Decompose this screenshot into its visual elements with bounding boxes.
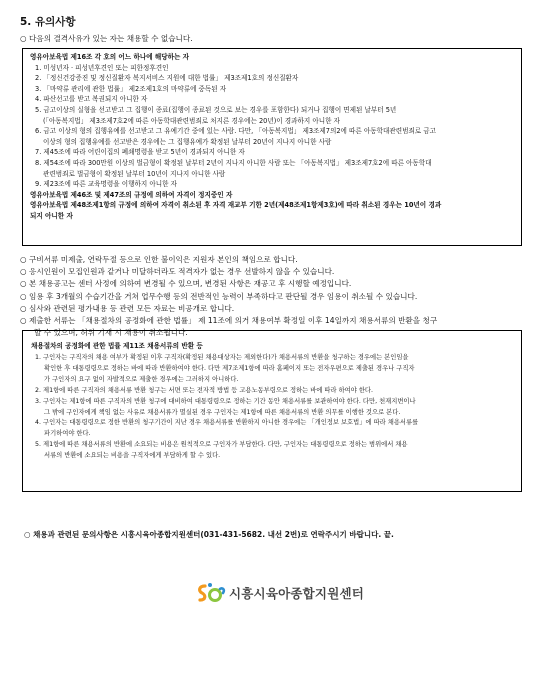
document-return-item: 2. 제1항에 따른 구직자의 채용서류 반환 청구는 서면 또는 전자적 방법 등 고용노동부령으로 정하는 바에 따라 하여야 한다. [35, 386, 374, 394]
disqualification-item: 9. 제23조에 따른 교육명령을 이행하지 아니한 자 [35, 180, 177, 189]
disqualification-footer: 영유아보육법 제48조제1항의 규정에 의하여 자격이 취소된 후 자격 재교부 기한 2년(제48조제1항제3호)에 따라 취소된 경우는 10년이 경과 [30, 201, 442, 210]
disqualification-item: 2. 「정신건강증진 및 정신질환자 복지서비스 지원에 대한 법률」 제3조제1호의 정신질환자 [35, 74, 299, 83]
notice-bullet-cont: 할 수 있으며, 허위 기재 시 채용이 취소됩니다. [34, 328, 188, 338]
notice-bullets [20, 254, 530, 339]
disqualification-item: 7. 제45조에 따라 어린이집의 폐쇄명령을 받고 5년이 경과되지 아니한 자 [35, 148, 245, 157]
document-return-item: 4. 구인자는 대통령령으로 정한 반환의 청구기간이 지난 경우 채용서류를 반환하지 아니한 경우에는 「개인정보 보호법」에 따라 채용서류를 [35, 419, 419, 427]
document-return-item: 5. 제1항에 따른 채용서류의 반환에 소요되는 비용은 원칙적으로 구인자가 부담한다. 다만, 구인자는 대통령령으로 정하는 범위에서 채용 [35, 441, 408, 449]
section-title: 5. 유의사항 [20, 16, 76, 28]
intro-text: ○ 다음의 결격사유가 있는 자는 채용할 수 없습니다. [20, 34, 193, 43]
disqualification-item: 4. 파산선고를 받고 복권되지 아니한 자 [35, 95, 148, 104]
disqualification-item: 6. 금고 이상의 형의 집행유예를 선고받고 그 유예기간 중에 있는 사람. 다만, 「아동복지법」 제3조제7의2에 따른 아동학대관련범죄로 금고 [35, 127, 437, 136]
notice-bullet: ○ 구비서류 미제출, 연락두절 등으로 인한 불이익은 지원자 본인의 책임으로 합니다. [20, 255, 298, 264]
document-return-title: 채용절차의 공정화에 관한 법률 제11조 채용서류의 반환 등 [31, 342, 203, 350]
document-return-item-cont: 그 밖에 구인자에게 책임 없는 사유로 채용서류가 멸실된 경우 구인자는 제1항에 따른 채용서류의 반환 의무를 이행한 것으로 본다. [44, 408, 401, 416]
disqualification-footer: 영유아보육법 제46조 및 제47조의 규정에 의하여 자격이 정지중인 자 [30, 190, 233, 199]
disqualification-item: 5. 금고이상의 실형을 선고받고 그 집행이 종료(집행이 종료된 것으로 보는 경우를 포함한다) 되거나 집행이 면제된 날부터 5년 [35, 105, 397, 114]
disqualification-item-cont: 관련범죄로 벌금형이 확정된 날부터 10년이 지나지 아니한 사람 [43, 169, 226, 178]
disqualification-item: 3. 「마약류 관리에 관한 법률」 제2조제1호의 마약류에 중독된 자 [35, 84, 227, 93]
notice-bullet: ○ 본 채용공고는 센터 사정에 의하여 변경될 수 있으며, 변경된 사항은 재공고 후 시행할 예정입니다. [20, 279, 352, 289]
contact-notice: ○ 채용과 관련된 문의사항은 시흥시육아종합지원센터(031-431-5682. 내선 2번)로 연락주시기 바랍니다. 끝. [24, 530, 394, 539]
disqualification-item-cont: 이상의 형의 집행유예를 선고받은 경우에는 그 집행유예가 확정된 날부터 20년이 지나지 아니한 사람 [43, 137, 332, 146]
disqualification-item: 8. 제54조에 따라 300만원 이상의 벌금형이 확정된 날부터 2년이 지나지 아니한 사람 또는 「아동복지법」 제3조제7호2에 따른 아동학대 [35, 158, 432, 167]
center-logo-text: 시흥시육아종합지원센터 [229, 586, 365, 601]
document-return-item-cont: 확인한 후 대통령령으로 정하는 바에 따라 반환하여야 한다. 다만 제7조제1항에 따라 홈페이지 또는 전자우편으로 제출된 경우나 구직자 [44, 364, 415, 372]
document-return-item: 1. 구인자는 구직자의 채용 여부가 확정된 이후 구직자(확정된 채용대상자는 제외한다)가 채용서류의 반환을 청구하는 경우에는 본인임을 [35, 354, 409, 361]
center-logo [196, 580, 364, 606]
notice-bullet: ○ 응시인원이 모집인원과 같거나 미달하더라도 적격자가 없는 경우 선발하지 않을 수 있습니다. [20, 267, 335, 277]
document-return-item-cont: 가 구인자의 요구 없이 자발적으로 제출한 경우에는 그러하지 아니하다. [44, 375, 239, 383]
document-return-item-cont: 서류의 반환에 소요되는 비용을 구직자에게 부담하게 할 수 있다. [44, 452, 221, 460]
document-return-item: 3. 구인자는 제1항에 따른 구직자의 반환 청구에 대비하여 대통령령으로 정하는 기간 동안 채용서류를 보관하여야 한다. 다만, 천재지변이나 [35, 397, 416, 405]
notice-bullet: ○ 임용 후 3개월의 수습기간을 거쳐 업무수행 등의 전반적인 능력이 부족하다고 판단될 경우 임용이 취소될 수 있습니다. [20, 291, 418, 301]
document-return-item-cont: 파기하여야 한다. [44, 430, 91, 438]
center-logo-icon [196, 580, 226, 606]
disqualification-item-cont: (「아동복지법」 제3조제7호2에 따른 아동학대관련범죄로 처지른 경우에는 20년)이 경과하지 아니한 자 [43, 116, 340, 125]
disqualification-item: 1. 미성년자 · 피성년후견인 또는 피한정후견인 [35, 63, 169, 72]
notice-bullet: ○ 심사와 관련된 평가내용 등 관련 모든 자료는 비공개로 합니다. [20, 303, 235, 313]
disqualification-footer-cont: 되지 아니한 자 [30, 211, 73, 220]
document-return-box [22, 330, 522, 492]
disqualification-title: 영유아보육법 제16조 각 호의 어느 하나에 해당하는 자 [30, 53, 190, 61]
disqualification-box [22, 48, 522, 246]
notice-bullet: ○ 제출한 서류는 「채용절차의 공정화에 관한 법률」 제 11조에 의거 채용여부 확정일 이후 14일까지 채용서류의 반환을 청구 [20, 316, 438, 326]
